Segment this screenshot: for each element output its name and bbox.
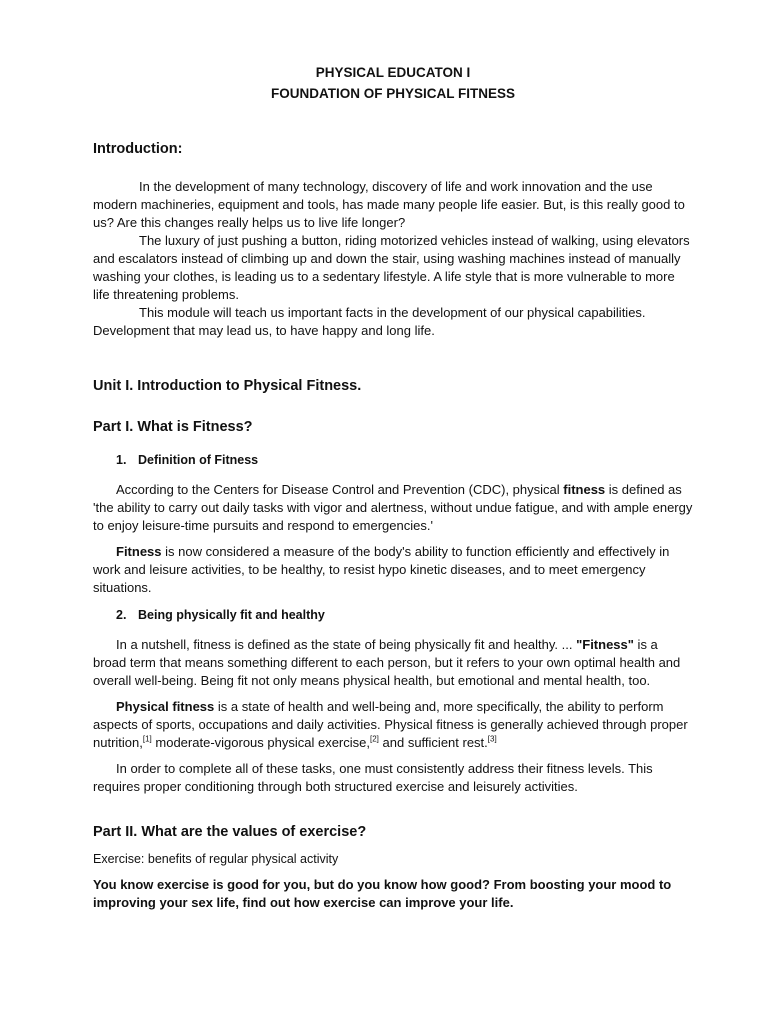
text-run: is now considered a measure of the body's ability to function efficiently and effectively in work and leisure activities, to be healthy, to resist hypo kinetic diseases, and to meet emergency situations. bbox=[93, 544, 670, 595]
definition-paragraph-1 bbox=[93, 481, 693, 535]
definition-paragraph-2 bbox=[93, 543, 693, 597]
text-run: is a broad term that means something different to each person, but it refers to your own optimal health and overall well-being. Being fit not only means physical health, but emotional and mental health, too. bbox=[93, 637, 681, 688]
exercise-benefits-paragraph: You know exercise is good for you, but do you know how good? From boosting your mood to improving your sex life, find out how exercise can improve your life. bbox=[93, 877, 672, 910]
intro-paragraph-1: In the development of many technology, discovery of life and work innovation and the use modern machineries, equipment and tools, has made many people life easier. But, is this really good to us? Are this changes really helps us to live life longer? bbox=[93, 179, 685, 230]
document-title-line1: PHYSICAL EDUCATON I bbox=[315, 65, 471, 80]
citation-ref-2[interactable]: [2] bbox=[370, 734, 379, 744]
exercise-subtitle: Exercise: benefits of regular physical activity bbox=[93, 852, 339, 866]
bold-text-run: Fitness bbox=[116, 544, 162, 559]
citation-ref-3[interactable]: [3] bbox=[487, 734, 497, 744]
text-run: moderate-vigorous physical exercise, bbox=[151, 735, 370, 750]
item2-number: 2. bbox=[116, 608, 127, 622]
fit-healthy-paragraph-3: In order to complete all of these tasks, one must consistently address their fitness levels. This requires proper conditioning through both structured exercise and leisurely activities. bbox=[93, 761, 653, 794]
item1-heading bbox=[93, 451, 693, 469]
text-run: and sufficient rest. bbox=[378, 735, 488, 750]
text-run: According to the Centers for Disease Control and Prevention (CDC), physical bbox=[116, 482, 564, 497]
introduction-heading: Introduction: bbox=[93, 141, 183, 157]
item2-heading bbox=[93, 606, 693, 624]
text-run: In a nutshell, fitness is defined as the state of being physically fit and healthy. ... bbox=[116, 637, 577, 652]
text-run: is a state of health and well-being and, more specifically, the ability to perform aspects of sports, occupations and daily activities. Physical fitness is generally achieved through proper nutrition, bbox=[93, 699, 688, 750]
bold-text-run: Physical fitness bbox=[116, 699, 215, 714]
document-title-line2: FOUNDATION OF PHYSICAL FITNESS bbox=[270, 86, 515, 101]
bold-text-run: "Fitness" bbox=[576, 637, 634, 652]
citation-ref-1[interactable]: [1] bbox=[142, 734, 152, 744]
unit1-heading: Unit I. Introduction to Physical Fitness. bbox=[93, 378, 362, 394]
text-run: is defined as 'the ability to carry out daily tasks with vigor and alertness, without undue fatigue, and with ample energy to enjoy leisure-time pursuits and respond to emergencies.' bbox=[93, 482, 693, 533]
part1-heading: Part I. What is Fitness? bbox=[93, 419, 253, 435]
fit-healthy-paragraph-2 bbox=[93, 698, 693, 752]
item1-label: Definition of Fitness bbox=[138, 453, 259, 467]
item1-number: 1. bbox=[116, 453, 127, 467]
item2-label: Being physically fit and healthy bbox=[138, 608, 325, 622]
part2-heading: Part II. What are the values of exercise? bbox=[93, 824, 367, 840]
fit-healthy-paragraph-1 bbox=[93, 636, 693, 690]
intro-paragraph-2: The luxury of just pushing a button, riding motorized vehicles instead of walking, using elevators and escalators instead of climbing up and down the stair, using washing machines instead of manually washing your clothes, is leading us to a sedentary lifestyle. A life style that is more vulnerable to more life threatening problems. bbox=[93, 233, 690, 302]
bold-text-run: fitness bbox=[563, 482, 606, 497]
intro-paragraph-3: This module will teach us important facts in the development of our physical capabilities. Development that may lead us, to have happy and long life. bbox=[93, 305, 646, 338]
document-page bbox=[93, 62, 693, 912]
